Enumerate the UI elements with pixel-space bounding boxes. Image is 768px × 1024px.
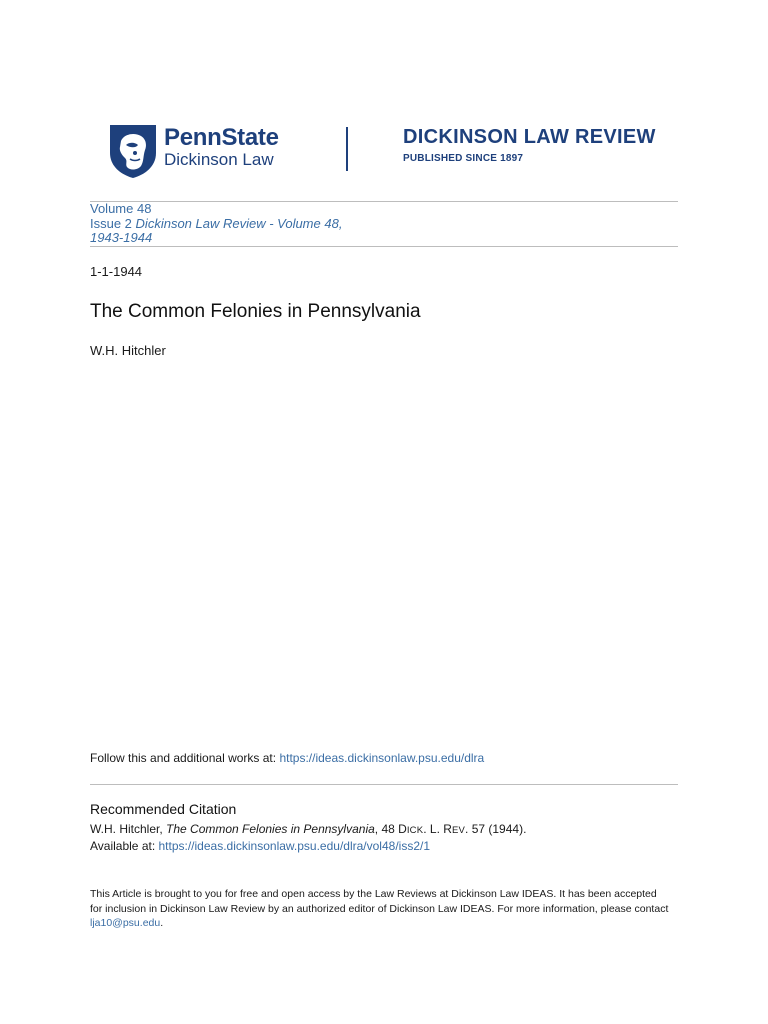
collection-link[interactable]: https://ideas.dickinsonlaw.psu.edu/dlra	[279, 751, 485, 765]
nittany-lion-shield-icon	[108, 123, 158, 179]
review-subtitle: PUBLISHED SINCE 1897	[403, 153, 524, 164]
dickinson-law-wordmark: Dickinson Law	[164, 150, 274, 169]
citation-available: Available at: https://ideas.dickinsonlaw.psu.edu/dlra/vol48/iss2/1	[90, 839, 430, 853]
volume-link[interactable]: Volume 48	[90, 201, 152, 216]
access-notice: This Article is brought to you for free and open access by the Law Reviews at Dickinson Law IDEAS. It has been accepted for inclusion in Dickinson Law Review by an authorized editor of Dickinson Law IDEAS. For more information, please contact lja10@psu.edu.	[90, 888, 669, 929]
review-title: DICKINSON LAW REVIEW	[403, 126, 656, 148]
pennstate-wordmark: PennState	[164, 124, 279, 151]
issue-info	[90, 202, 380, 246]
rule-issue	[90, 246, 678, 247]
header-banner	[90, 120, 678, 182]
publication-date: 1-1-1944	[90, 264, 143, 279]
issue-years[interactable]: 1943-1944	[90, 230, 153, 245]
citation-heading: Recommended Citation	[90, 801, 237, 817]
contact-email-link[interactable]: lja10@psu.edu	[90, 917, 161, 929]
article-title: The Common Felonies in Pennsylvania	[90, 301, 421, 322]
banner-divider	[346, 127, 348, 171]
article-link[interactable]: https://ideas.dickinsonlaw.psu.edu/dlra/vol48/iss2/1	[158, 839, 430, 853]
citation-text: W.H. Hitchler, The Common Felonies in Pennsylvania, 48 DICK. L. REV. 57 (1944).	[90, 822, 527, 836]
article-author: W.H. Hitchler	[90, 343, 166, 358]
rule-citation	[90, 784, 678, 785]
follow-line: Follow this and additional works at: https://ideas.dickinsonlaw.psu.edu/dlra	[90, 751, 485, 765]
issue-link[interactable]: Issue 2 Dickinson Law Review - Volume 48,	[90, 215, 343, 231]
